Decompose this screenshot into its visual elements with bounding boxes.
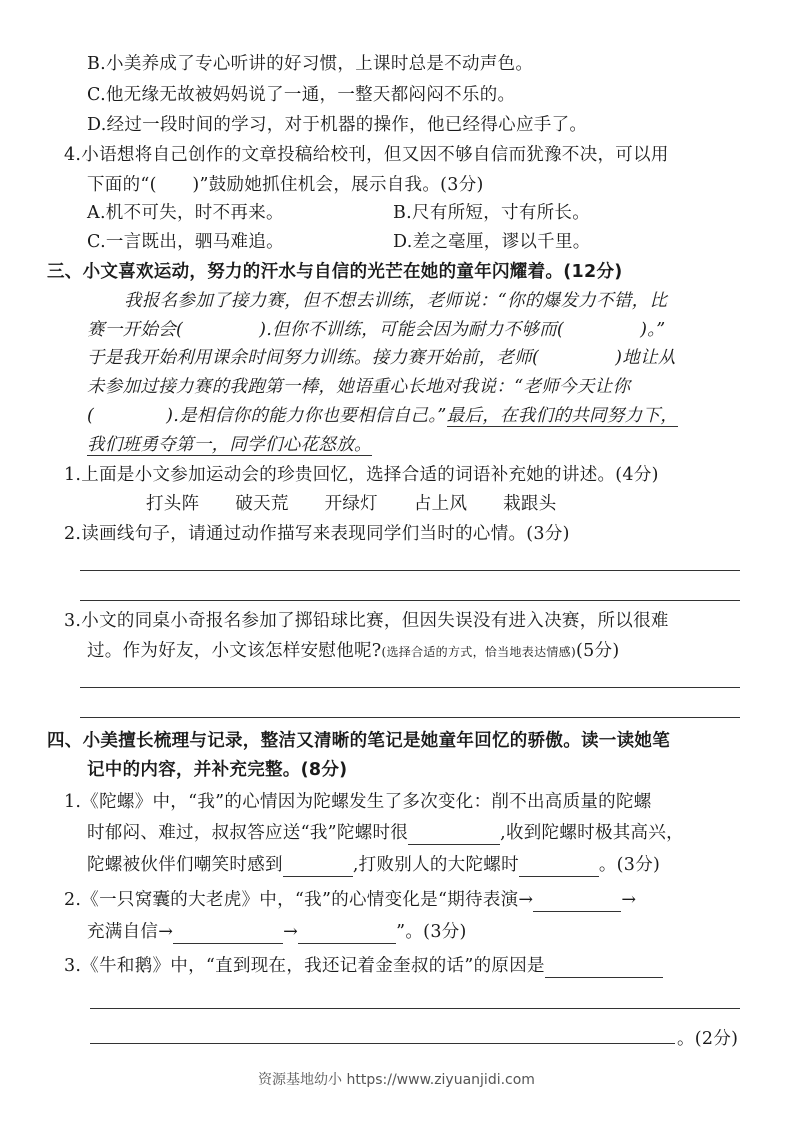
s4-q2-line1 — [64, 888, 636, 912]
word-item: 破天荒 — [235, 494, 289, 514]
answer-line[interactable] — [80, 570, 740, 571]
score-text: 。(3分) — [598, 855, 661, 875]
underlined-sentence: 我们班勇夺第一，同学们心花怒放。 — [87, 435, 372, 455]
word-bank — [146, 492, 587, 516]
passage-line1: 我报名参加了接力赛，但不想去训练，老师说：“你的爆发力不错，比 — [124, 291, 668, 311]
word-item: 栽跟头 — [503, 494, 557, 514]
question-text: 时郁闷、难过，叔叔答应送“我”陀螺时很 — [87, 823, 409, 843]
s4-q2-line2 — [87, 920, 467, 944]
q4-option-c: C.一言既出，驷马难追。 — [87, 232, 284, 252]
passage-text: )地让从 — [615, 348, 676, 368]
question-text: 充满自信→ — [87, 922, 174, 942]
arrow-text: → — [621, 890, 637, 910]
passage-text: 赛一开始会( — [87, 320, 184, 340]
passage-line6 — [87, 433, 372, 457]
passage-line2 — [87, 318, 666, 342]
passage-text: 于是我开始利用课余时间努力训练。接力赛开始前，老师( — [87, 348, 540, 368]
footer-watermark: 资源基地幼小 https://www.ziyuanjidi.com — [258, 1072, 535, 1088]
answer-line[interactable] — [90, 1043, 675, 1044]
option-b-text: B.小美养成了专心听讲的好习惯，上课时总是不动声色。 — [87, 54, 534, 74]
blank[interactable] — [545, 959, 663, 978]
passage-line5 — [87, 404, 678, 428]
s3-q3-line2 — [87, 639, 619, 664]
word-item: 开绿灯 — [324, 494, 378, 514]
underlined-sentence: 最后，在我们的共同努力下， — [446, 406, 679, 426]
question-text: ,收到陀螺时极其高兴， — [500, 823, 684, 843]
score-text: ”。(3分) — [396, 922, 467, 942]
q4-option-d: D.差之毫厘，谬以千里。 — [393, 232, 591, 252]
hint-text: (选择合适的方式，恰当地表达情感) — [381, 645, 576, 659]
option-c-text: C.他无缘无故被妈妈说了一通，一整天都闷闷不乐的。 — [87, 85, 516, 105]
passage-text: ).是相信你的能力你也要相信自己。” — [166, 406, 447, 426]
answer-line[interactable] — [80, 687, 740, 688]
s4-q1-line2 — [87, 821, 684, 845]
question-text: 3.《牛和鹅》中，“直到现在，我还记着金奎叔的话”的原因是 — [64, 956, 545, 976]
blank[interactable] — [173, 925, 283, 944]
arrow-text: → — [283, 922, 299, 942]
blank[interactable] — [298, 925, 396, 944]
s3-q3-line1: 3.小文的同桌小奇报名参加了掷铅球比赛，但因失误没有进入决赛，所以很难 — [64, 611, 669, 631]
blank[interactable] — [283, 858, 353, 877]
s3-q1: 1.上面是小文参加运动会的珍贵回忆，选择合适的词语补充她的讲述。(4分) — [64, 465, 659, 485]
question-text: 陀螺被伙伴们嘲笑时感到 — [87, 855, 283, 875]
section-4-title-line2: 记中的内容，并补充完整。(8分) — [87, 760, 348, 780]
s4-q3-score: 。(2分) — [677, 1029, 739, 1049]
s4-q1-line3 — [87, 853, 660, 877]
q4-line1: 4.小语想将自己创作的文章投稿给校刊，但又因不够自信而犹豫不决，可以用 — [64, 145, 669, 165]
s4-q1-line1: 1.《陀螺》中，“我”的心情因为陀螺发生了多次变化：削不出高质量的陀螺 — [64, 792, 652, 812]
s3-q2: 2.读画线句子，请通过动作描写来表现同学们当时的心情。(3分) — [64, 524, 570, 544]
answer-line[interactable] — [90, 1008, 740, 1009]
answer-line[interactable] — [80, 600, 740, 601]
q4-line2: 下面的“( )”鼓励她抓住机会，展示自我。(3分) — [87, 175, 484, 195]
blank[interactable] — [408, 826, 500, 845]
passage-line3 — [87, 346, 676, 370]
section-3-title: 三、小文喜欢运动，努力的汗水与自信的光芒在她的童年闪耀着。(12分) — [47, 262, 623, 282]
question-text: 过。作为好友，小文该怎样安慰他呢? — [87, 641, 382, 661]
passage-text: ( — [87, 406, 95, 426]
blank[interactable] — [519, 858, 599, 877]
passage-text: ).但你不训练，可能会因为耐力不够而( — [259, 320, 565, 340]
s4-q3-line1 — [64, 954, 663, 978]
option-d-text: D.经过一段时间的学习，对于机器的操作，他已经得心应手了。 — [87, 115, 588, 135]
score-text: (5分) — [575, 641, 620, 661]
section-4-title-line1: 四、小美擅长梳理与记录，整洁又清晰的笔记是她童年回忆的骄傲。读一读她笔 — [47, 731, 670, 751]
passage-line4: 未参加过接力赛的我跑第一棒，她语重心长地对我说：“老师今天让你 — [87, 377, 631, 397]
answer-line[interactable] — [80, 717, 740, 718]
blank[interactable] — [533, 893, 621, 912]
question-text: 2.《一只窝囊的大老虎》中，“我”的心情变化是“期待表演→ — [64, 890, 534, 910]
passage-text: )。” — [640, 320, 666, 340]
q4-option-a: A.机不可失，时不再来。 — [87, 203, 284, 223]
q4-option-b: B.尺有所短，寸有所长。 — [393, 203, 591, 223]
word-item: 打头阵 — [146, 494, 200, 514]
question-text: ,打败别人的大陀螺时 — [352, 855, 519, 875]
word-item: 占上风 — [413, 494, 468, 514]
